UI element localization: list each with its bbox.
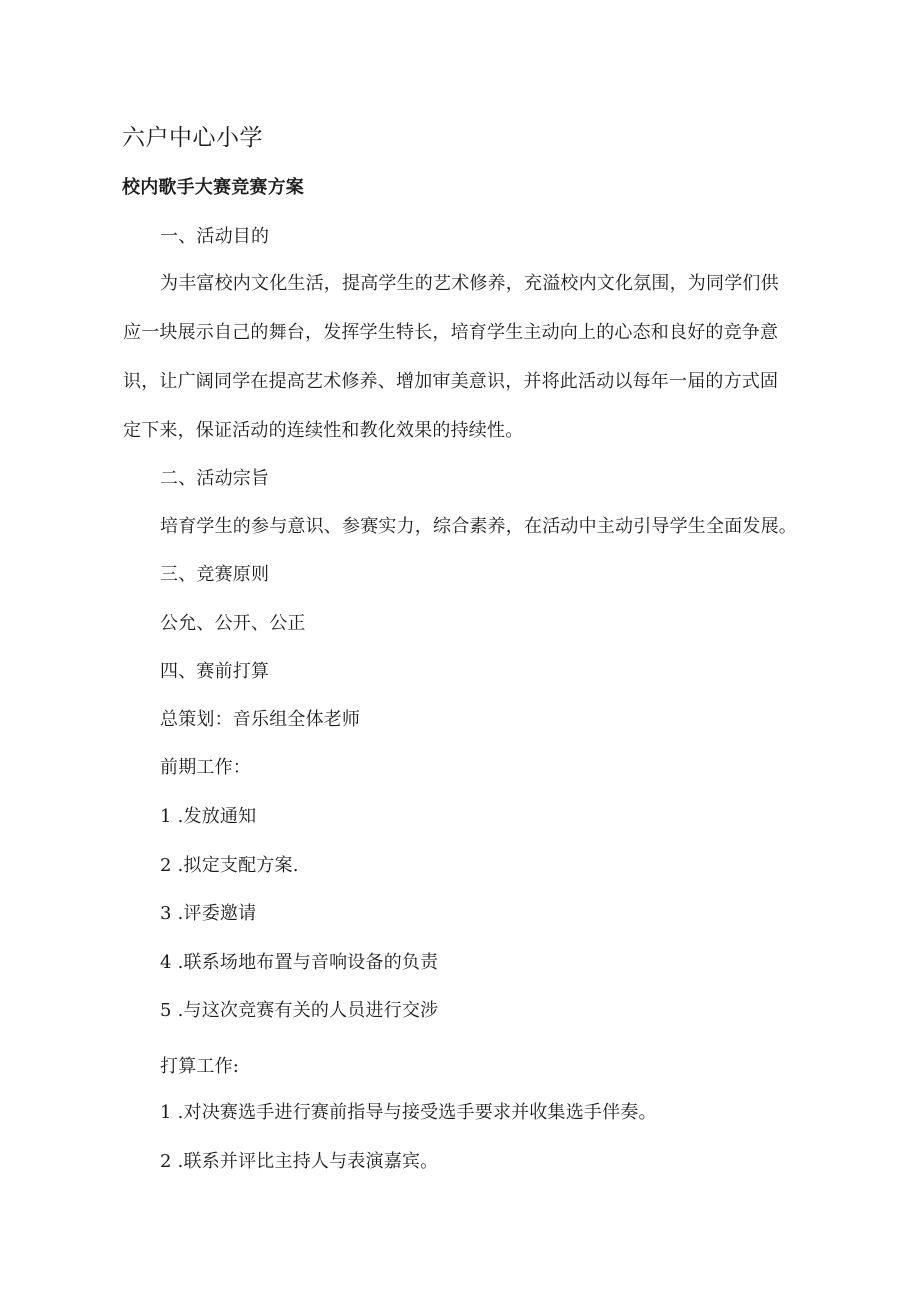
purpose-paragraph-line-3: 识，让广阔同学在提高艺术修养、增加审美意识，并将此活动以每年一届的方式固 <box>123 371 779 392</box>
list-item: 1 .对决赛选手进行赛前指导与接受选手要求并收集选手伴奏。 <box>160 1102 657 1123</box>
purpose-paragraph-line-2: 应一块展示自己的舞台，发挥学生特长，培育学生主动向上的心态和良好的竞争意 <box>123 322 779 343</box>
document-title: 校内歌手大赛竞赛方案 <box>122 177 304 198</box>
list-item: 1 .发放通知 <box>160 806 257 827</box>
school-name: 六户中心小学 <box>122 125 263 151</box>
early-work-heading: 前期工作： <box>160 757 251 778</box>
section-heading-preparation: 四、赛前打算 <box>160 661 270 682</box>
tenet-paragraph: 培育学生的参与意识、参赛实力，综合素养，在活动中主动引导学生全面发展。 <box>160 516 797 537</box>
list-item: 3 .评委邀请 <box>160 903 257 924</box>
list-item: 4 .联系场地布置与音响设备的负责 <box>160 952 439 973</box>
purpose-paragraph-line-4: 定下来，保证活动的连续性和教化效果的持续性。 <box>123 420 524 441</box>
principles-paragraph: 公允、公开、公正 <box>160 613 306 634</box>
planner-line: 总策划：音乐组全体老师 <box>160 709 361 730</box>
section-heading-principles: 三、竞赛原则 <box>160 564 270 585</box>
list-item: 2 .联系并评比主持人与表演嘉宾。 <box>160 1151 439 1172</box>
section-heading-purpose: 一、活动目的 <box>160 226 270 247</box>
prep-work-heading: 打算工作: <box>160 1056 240 1077</box>
list-item: 2 .拟定支配方案. <box>160 855 299 876</box>
list-item: 5 .与这次竞赛有关的人员进行交涉 <box>160 1000 439 1021</box>
purpose-paragraph-line-1: 为丰富校内文化生活，提高学生的艺术修养，充溢校内文化氛围，为同学们供 <box>160 273 779 294</box>
section-heading-tenet: 二、活动宗旨 <box>160 468 270 489</box>
